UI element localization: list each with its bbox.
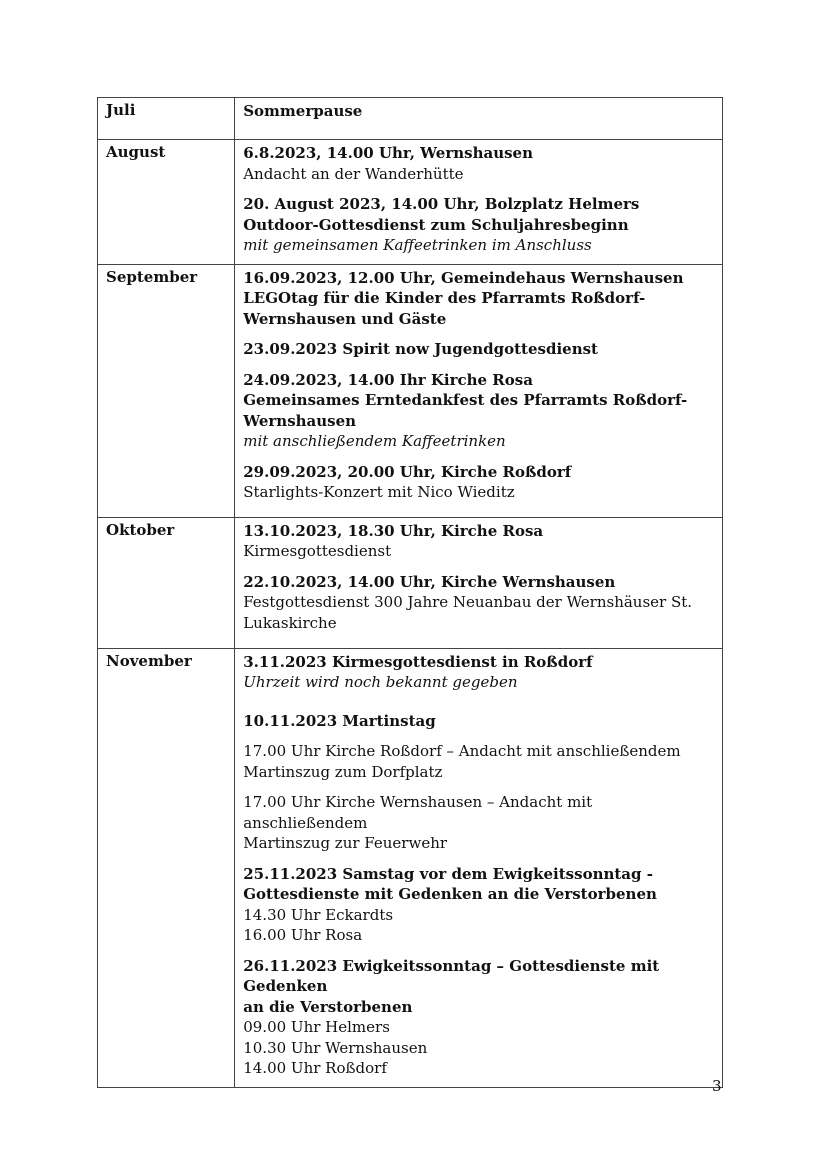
page-number: 3 bbox=[712, 1077, 722, 1095]
event-entry bbox=[243, 652, 714, 732]
month-cell bbox=[98, 140, 235, 265]
event-entry bbox=[243, 194, 714, 256]
events-cell bbox=[235, 140, 723, 265]
events-cell bbox=[235, 98, 723, 140]
event-line: 23.09.2023 Spirit now Jugendgottesdienst bbox=[243, 340, 598, 358]
schedule-row bbox=[98, 98, 723, 140]
event-line: Outdoor-Gottesdienst zum Schuljahresbeginn bbox=[243, 215, 629, 234]
event-line: Wernshausen und Gäste bbox=[243, 309, 447, 328]
event-line: 20. August 2023, 14.00 Uhr, Bolzplatz Helmers bbox=[243, 195, 640, 213]
event-entry bbox=[243, 741, 714, 782]
event-line: 10.30 Uhr Wernshausen bbox=[243, 1038, 428, 1057]
spacer bbox=[243, 693, 714, 711]
schedule-row bbox=[98, 648, 723, 1087]
event-line: Andacht an der Wanderhütte bbox=[243, 164, 464, 183]
event-entry bbox=[243, 370, 714, 452]
events-cell bbox=[235, 264, 723, 517]
schedule-row bbox=[98, 264, 723, 517]
event-line: Lukaskirche bbox=[243, 613, 337, 632]
event-line: 09.00 Uhr Helmers bbox=[243, 1018, 390, 1036]
event-line: Martinszug zum Dorfplatz bbox=[243, 762, 443, 781]
month-label: Oktober bbox=[106, 520, 175, 539]
schedule-row bbox=[98, 517, 723, 648]
event-line: 14.00 Uhr Roßdorf bbox=[243, 1059, 387, 1077]
month-label: November bbox=[106, 651, 192, 670]
schedule-row bbox=[98, 140, 723, 265]
event-entry bbox=[243, 462, 714, 503]
month-cell bbox=[98, 264, 235, 517]
event-line: 14.30 Uhr Eckardts bbox=[243, 905, 394, 924]
events-cell bbox=[235, 517, 723, 648]
event-entry bbox=[243, 101, 714, 122]
event-entry bbox=[243, 339, 714, 360]
event-line: Uhrzeit wird noch bekannt gegeben bbox=[243, 673, 518, 691]
event-line: LEGOtag für die Kinder des Pfarramts Roßdorf- bbox=[243, 289, 646, 307]
event-line: Festgottesdienst 300 Jahre Neuanbau der Wernshäuser St. bbox=[243, 593, 693, 611]
event-line: Kirmesgottesdienst bbox=[243, 542, 392, 560]
event-line: 26.11.2023 Ewigkeitssonntag – Gottesdienste mit Gedenken bbox=[243, 956, 660, 995]
event-line: mit anschließendem Kaffeetrinken bbox=[243, 432, 506, 450]
event-line: Martinszug zur Feuerwehr bbox=[243, 834, 448, 852]
events-cell bbox=[235, 648, 723, 1087]
event-entry bbox=[243, 956, 714, 1079]
event-entry bbox=[243, 792, 714, 854]
event-line: mit gemeinsamen Kaffeetrinken im Anschluss bbox=[243, 236, 592, 254]
month-label: Juli bbox=[106, 101, 136, 119]
schedule-body bbox=[98, 98, 723, 1088]
month-label: August bbox=[106, 143, 166, 161]
event-line: Wernshausen bbox=[243, 411, 357, 430]
event-line: 25.11.2023 Samstag vor dem Ewigkeitssonntag - bbox=[243, 864, 653, 883]
event-entry bbox=[243, 143, 714, 184]
event-line: 6.8.2023, 14.00 Uhr, Wernshausen bbox=[243, 144, 534, 162]
month-cell bbox=[98, 648, 235, 1087]
event-entry bbox=[243, 572, 714, 634]
event-entry bbox=[243, 521, 714, 562]
schedule-table bbox=[97, 97, 723, 1088]
event-line: 29.09.2023, 20.00 Uhr, Kirche Roßdorf bbox=[243, 462, 572, 481]
event-line: 16.09.2023, 12.00 Uhr, Gemeindehaus Wernshausen bbox=[243, 268, 684, 287]
event-line: 10.11.2023 Martinstag bbox=[243, 711, 436, 730]
event-line: Starlights-Konzert mit Nico Wieditz bbox=[243, 483, 515, 501]
event-line: an die Verstorbenen bbox=[243, 997, 413, 1016]
event-line: 24.09.2023, 14.00 Ihr Kirche Rosa bbox=[243, 370, 533, 389]
event-line: Gemeinsames Erntedankfest des Pfarramts Roßdorf- bbox=[243, 391, 688, 409]
event-line: 13.10.2023, 18.30 Uhr, Kirche Rosa bbox=[243, 521, 544, 540]
event-line: 17.00 Uhr Kirche Wernshausen – Andacht mit anschließendem bbox=[243, 793, 593, 832]
event-line: 17.00 Uhr Kirche Roßdorf – Andacht mit anschließendem bbox=[243, 742, 681, 760]
event-line: 22.10.2023, 14.00 Uhr, Kirche Wernshausen bbox=[243, 572, 616, 591]
month-cell bbox=[98, 98, 235, 140]
event-line: 16.00 Uhr Rosa bbox=[243, 926, 363, 944]
event-line: 3.11.2023 Kirmesgottesdienst in Roßdorf bbox=[243, 652, 593, 671]
month-label: September bbox=[106, 267, 198, 286]
event-line: Sommerpause bbox=[243, 102, 363, 120]
month-cell bbox=[98, 517, 235, 648]
event-line: Gottesdienste mit Gedenken an die Verstorbenen bbox=[243, 885, 657, 903]
event-entry bbox=[243, 864, 714, 946]
event-entry bbox=[243, 268, 714, 330]
